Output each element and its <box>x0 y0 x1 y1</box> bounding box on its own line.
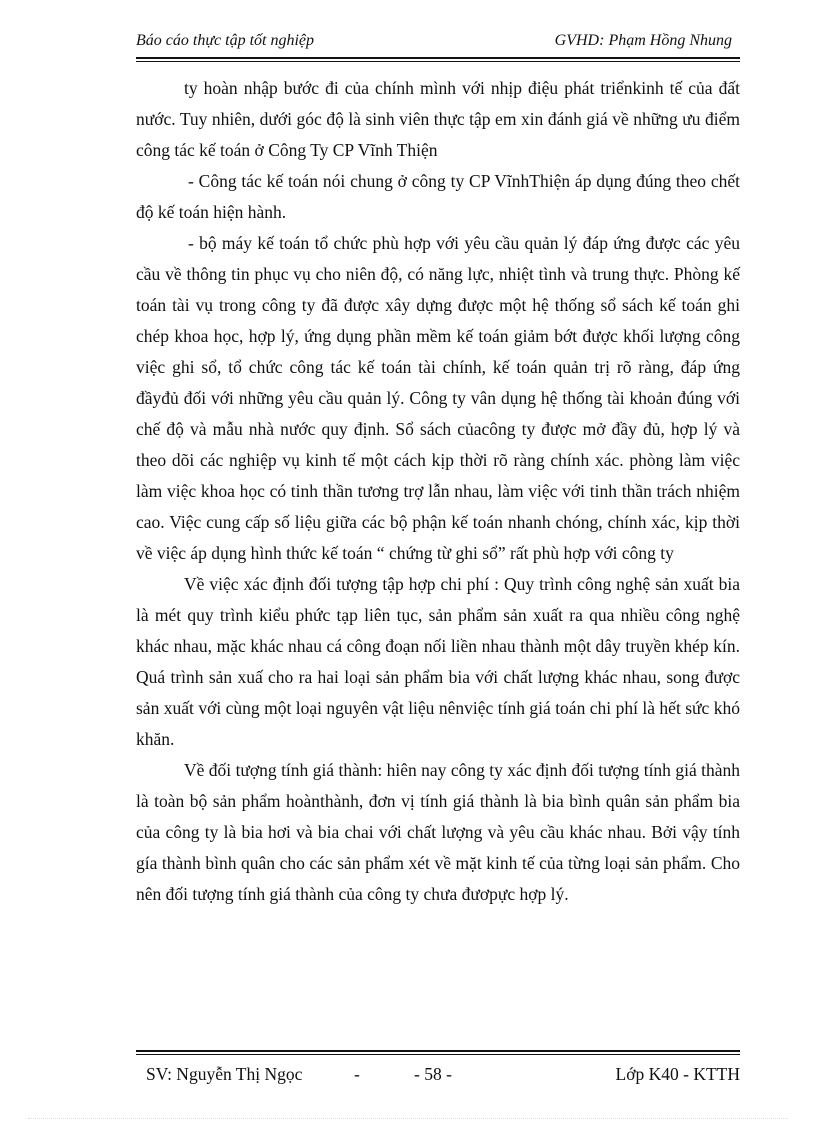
document-body <box>136 73 740 910</box>
paragraph-1: ty hoàn nhập bước đi của chính mình với nhịp điệu phát triểnkinh tế của đất nước. Tuy nhiên, dưới góc độ là sinh viên thực tập em xin đánh giá về những ưu điểm công tác kế toán ở Công Ty CP Vĩnh Thiện <box>136 78 740 160</box>
student-name: SV: Nguyễn Thị Ngọc <box>146 1064 303 1084</box>
header-rule-thick <box>136 57 740 59</box>
page-header <box>136 30 740 54</box>
paragraph-3: - bộ máy kế toán tổ chức phù hợp với yêu cầu quản lý đáp ứng được các yêu cầu về thông tin phục vụ cho niên độ, có năng lực, nhiệt tình và trung thực. Phòng kế toán tài vụ trong công ty đã được xây dựng được một hệ thống sổ sách kế toán ghi chép khoa học, hợp lý, ứng dụng phần mềm kế toán giảm bớt được khối lượng công việc ghi sổ, tổ chức công tác kế toán tài chính, kế toán quản trị rõ ràng, đáp ứng đầyđủ đối với những yêu cầu quản lý. Công ty vân dụng hệ thống tài khoản đúng với chế độ và mẫu nhà nước quy định. Sổ sách củacông ty được mở đầy đủ, hợp lý và theo dõi các nghiệp vụ kinh tế một cách kịp thời rõ ràng chính xác. phòng làm việc làm việc khoa học có tinh thần tương trợ lẫn nhau, làm việc với tinh thần trách nhiệm cao. Việc cung cấp số liệu giữa các bộ phận kế toán nhanh chóng, chính xác, kịp thời về việc áp dụng hình thức kế toán “ chứng từ ghi sổ” rất phù hợp với công ty <box>136 233 740 563</box>
page-number: - 58 - <box>414 1064 452 1084</box>
paragraph-4: Về việc xác định đối tượng tập hợp chi phí : Quy trình công nghệ sản xuất bia là mét quy trình kiểu phức tạp liên tục, sản phẩm sản xuất ra qua nhiều công nghệ khác nhau, mặc khác nhau cá công đoạn nối liền nhau thành một dây truyền khép kín. Quá trình sản xuấ cho ra hai loại sản phẩm bia với chất lượng khác nhau, song được sản xuất với cùng một loại nguyên vật liệu nênviệc tính giá toán chi phí là hết sức khó khăn. <box>136 574 740 749</box>
header-rule-thin <box>136 61 740 62</box>
footer-rule-thin <box>136 1054 740 1055</box>
class-name: Lớp K40 - KTTH <box>615 1064 740 1084</box>
paragraph-2: - Công tác kế toán nói chung ở công ty CP VĩnhThiện áp dụng đúng theo chết độ kế toán hiện hành. <box>136 171 740 222</box>
footer-separator: - <box>354 1064 360 1084</box>
paragraph-5: Về đối tượng tính giá thành: hiên nay công ty xác định đối tượng tính giá thành là toàn bộ sản phẩm hoànthành, đơn vị tính giá thành là bia bình quân sản phẩm bia của công ty là bia hơi và bia chai với chất lượng và yêu cầu khác nhau. Bởi vậy tính gía thành bình quân cho các sản phẩm xét về mặt kinh tế của từng loại sản phẩm. Cho nên đối tượng tính giá thành của công ty chưa đươpực hợp lý. <box>136 760 740 904</box>
supervisor-name: GVHD: Phạm Hồng Nhung <box>554 32 732 49</box>
page-edge-divider <box>28 1118 788 1119</box>
report-title: Báo cáo thực tập tốt nghiệp <box>136 32 315 49</box>
page-footer <box>136 1062 740 1088</box>
footer-rule-thick <box>136 1050 740 1052</box>
